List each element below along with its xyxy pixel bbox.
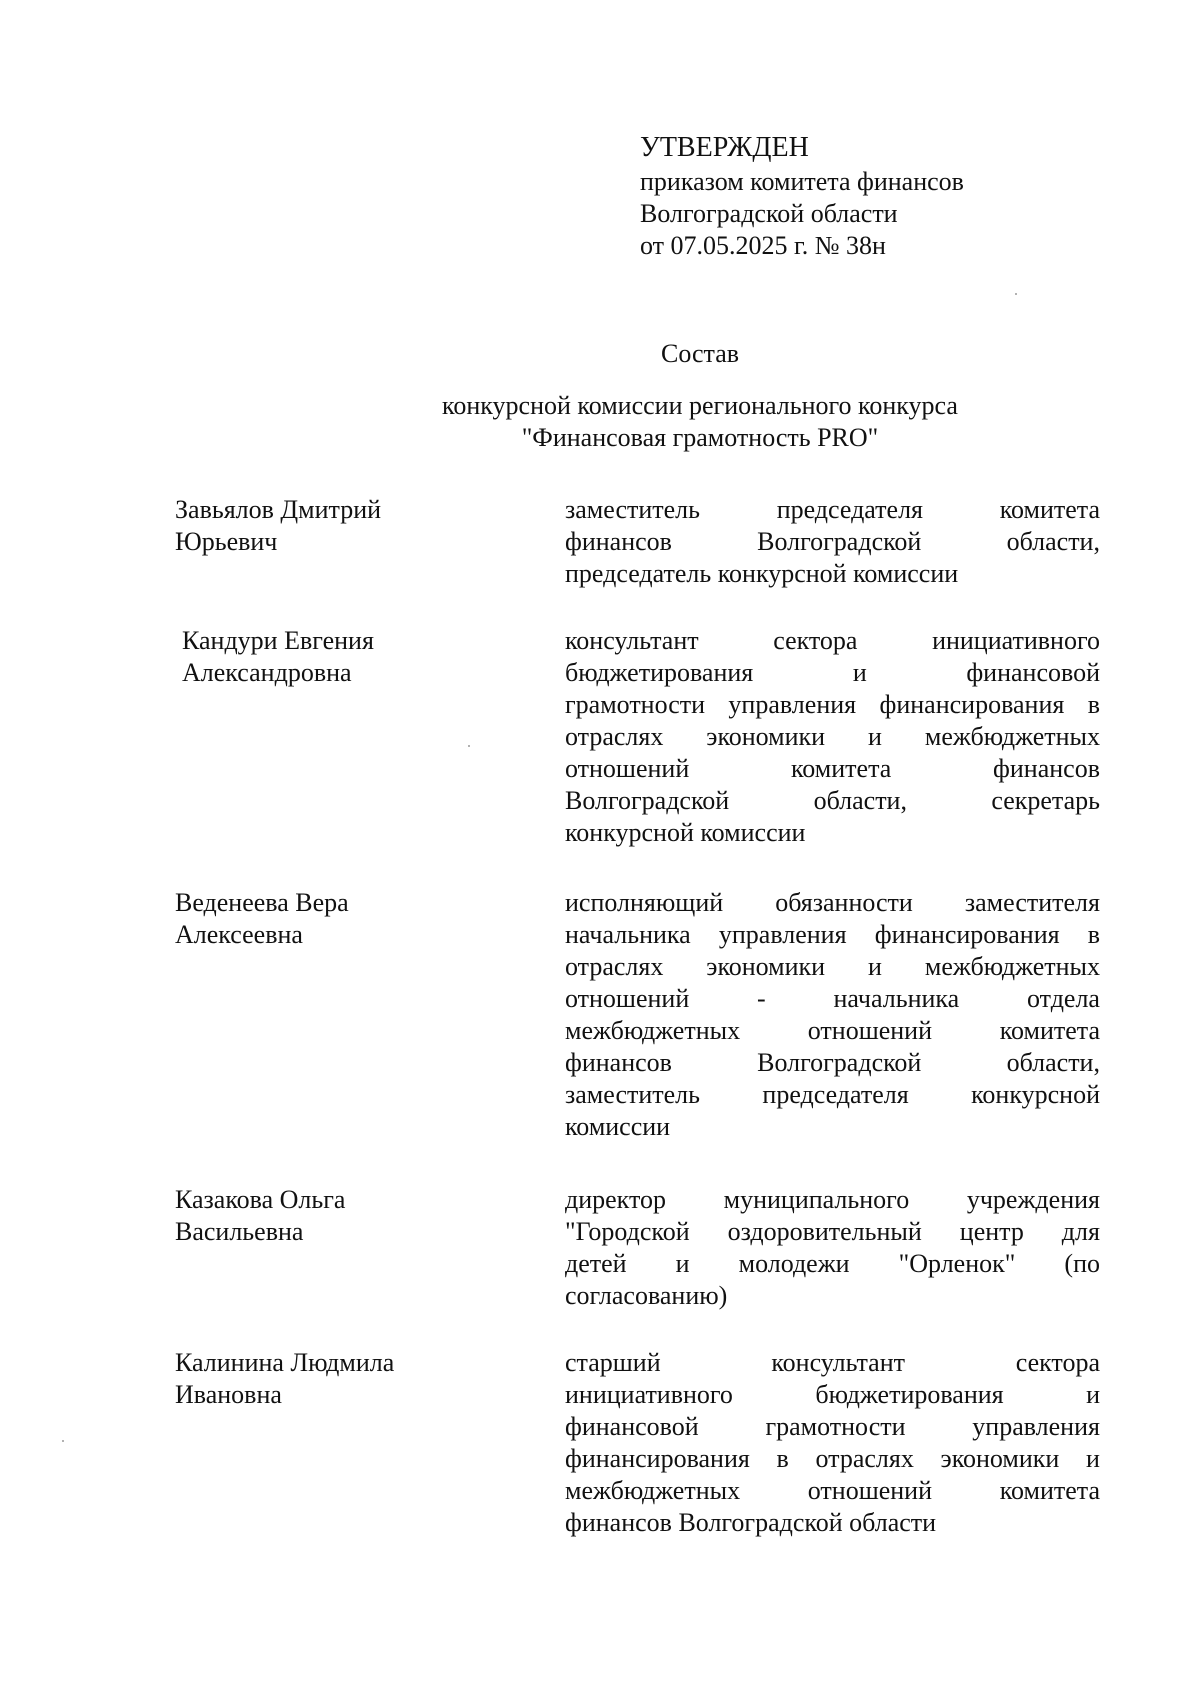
member-role-word: начальника — [833, 984, 960, 1013]
member-role-line — [565, 1216, 1100, 1248]
member-role-word: области, — [1006, 1048, 1100, 1077]
member-role-word: консультант — [565, 626, 699, 655]
member-role-word: экономики — [706, 722, 826, 751]
member-name — [175, 1347, 495, 1411]
member-name-line: Васильевна — [175, 1217, 304, 1246]
member-role-word: управления — [972, 1412, 1100, 1441]
member-role — [565, 494, 1100, 590]
member-role-word: инициативного — [565, 1380, 733, 1409]
scan-speck — [62, 1440, 64, 1442]
member-role-word: заместитель — [565, 495, 701, 524]
member-name-line: Калинина Людмила — [175, 1348, 395, 1377]
member-role — [565, 625, 1100, 849]
member-role-word: финансирования — [879, 690, 1065, 719]
member-role-word: финансов — [565, 1048, 672, 1077]
approval-stamp — [640, 130, 1060, 262]
scan-speck — [468, 745, 470, 747]
member-name — [175, 1184, 495, 1248]
member-role-line — [565, 1079, 1100, 1111]
member-role-word: секретарь — [991, 786, 1100, 815]
member-role-word: финансов — [565, 527, 672, 556]
member-role-word: комиссии — [565, 1112, 671, 1141]
member-role-word: в — [1087, 690, 1100, 719]
member-role-word: центр — [959, 1217, 1024, 1246]
member-role-word: финансовой — [565, 1412, 699, 1441]
member-role-word: - — [757, 984, 766, 1013]
member-role-word: отношений — [807, 1476, 933, 1505]
member-role-word: в — [1087, 920, 1100, 949]
member-role-word: комитета — [999, 495, 1100, 524]
member-role-word: отношений — [565, 754, 690, 783]
member-role-word: и — [1086, 1380, 1100, 1409]
member-role-line — [565, 1507, 1100, 1539]
member-role-word: молодежи — [738, 1249, 850, 1278]
member-role-line — [565, 494, 1100, 526]
member-role-word: финансирования — [874, 920, 1060, 949]
member-role-word: и — [1086, 1444, 1100, 1473]
member-name-line: Юрьевич — [175, 527, 278, 556]
member-role-word: грамотности — [565, 690, 706, 719]
member-role-word: управления — [728, 690, 857, 719]
member-name-line: Казакова Ольга — [175, 1185, 346, 1214]
member-role-word: муниципального — [723, 1185, 910, 1214]
member-role-word: экономики — [940, 1444, 1060, 1473]
member-role-word: оздоровительный — [727, 1217, 922, 1246]
member-role-word: межбюджетных — [565, 1016, 741, 1045]
member-role-word: финансов — [993, 754, 1100, 783]
member-name — [182, 625, 502, 689]
document-subtitle: "Финансовая грамотность PRO" — [521, 423, 879, 452]
member-role-word: конкурсной — [971, 1080, 1100, 1109]
member-role-line — [565, 558, 1100, 590]
member-role-line — [565, 1475, 1100, 1507]
member-role-word: старший — [565, 1348, 661, 1377]
member-role-word: области, — [813, 786, 907, 815]
member-role-word: председателя — [776, 495, 924, 524]
member-role-word: экономики — [706, 952, 826, 981]
member-name — [175, 494, 495, 558]
member-role-line — [565, 1443, 1100, 1475]
member-role-word: финансов Волгоградской области — [565, 1508, 937, 1537]
member-role-word: комитета — [999, 1016, 1100, 1045]
member-role-word: и — [675, 1249, 690, 1278]
member-role-word: председателя — [762, 1080, 909, 1109]
member-role-word: отраслях — [565, 722, 664, 751]
member-role-word: отраслях — [815, 1444, 914, 1473]
member-role-line — [565, 1015, 1100, 1047]
member-role-word: области, — [1006, 527, 1100, 556]
document-subtitle: конкурсной комиссии регионального конкурса — [442, 391, 958, 420]
member-role-word: бюджетирования — [565, 658, 754, 687]
document-title: Состав — [660, 339, 740, 368]
member-name-line: Завьялов Дмитрий — [175, 495, 382, 524]
approval-line: от 07.05.2025 г. № 38н — [640, 231, 886, 260]
member-role-word: межбюджетных — [924, 722, 1100, 751]
member-role-word: учреждения — [966, 1185, 1100, 1214]
member-name-line: Кандури Евгения — [182, 626, 374, 655]
member-role-word: заместитель — [565, 1080, 701, 1109]
approval-title: УТВЕРЖДЕН — [640, 132, 809, 163]
member-role-word: в — [776, 1444, 789, 1473]
member-role-line — [565, 1411, 1100, 1443]
member-role-line — [565, 753, 1100, 785]
member-role-word: и — [852, 658, 867, 687]
member-role-line — [565, 1248, 1100, 1280]
member-role-word: сектора — [1015, 1348, 1100, 1377]
member-role-line — [565, 1280, 1100, 1312]
member-role-word: Волгоградской — [757, 1048, 922, 1077]
member-role-word: консультант — [771, 1348, 905, 1377]
member-role-word: и — [868, 952, 882, 981]
member-role-line — [565, 657, 1100, 689]
member-role-word: грамотности — [765, 1412, 906, 1441]
member-role-line — [565, 1347, 1100, 1379]
member-role — [565, 1347, 1100, 1539]
member-role-line — [565, 817, 1100, 849]
member-role-line — [565, 721, 1100, 753]
member-name-line: Александровна — [182, 658, 352, 687]
member-role-line — [565, 951, 1100, 983]
member-role-word: детей — [565, 1249, 627, 1278]
member-role-word: отдела — [1027, 984, 1100, 1013]
member-role-word: конкурсной комиссии — [565, 818, 806, 847]
member-name-line: Алексеевна — [175, 920, 303, 949]
member-role-word: Волгоградской — [565, 786, 730, 815]
member-role-line — [565, 689, 1100, 721]
member-role-line — [565, 785, 1100, 817]
member-role-line — [565, 1047, 1100, 1079]
member-role-word: Волгоградской — [757, 527, 922, 556]
member-role-word: сектора — [773, 626, 858, 655]
member-role-word: и — [868, 722, 882, 751]
member-role-word: бюджетирования — [815, 1380, 1004, 1409]
member-role-word: "Орленок" — [898, 1249, 1016, 1278]
member-role-line — [565, 1379, 1100, 1411]
member-role-word: отношений — [807, 1016, 933, 1045]
member-name — [175, 887, 495, 951]
member-role-word: согласованию) — [565, 1281, 728, 1310]
member-role-word: управления — [718, 920, 847, 949]
member-role-word: межбюджетных — [565, 1476, 741, 1505]
member-role-line — [565, 526, 1100, 558]
member-role-line — [565, 1184, 1100, 1216]
member-name-line: Веденеева Вера — [175, 888, 349, 917]
member-role-line — [565, 983, 1100, 1015]
member-role-word: финансирования — [565, 1444, 750, 1473]
member-role-word: начальника — [565, 920, 691, 949]
member-role-line — [565, 625, 1100, 657]
member-role-word: директор — [565, 1185, 666, 1214]
member-role-line — [565, 1111, 1100, 1143]
member-role — [565, 887, 1100, 1143]
member-role-word: исполняющий — [565, 888, 724, 917]
member-role-word: межбюджетных — [924, 952, 1100, 981]
member-role-word: обязанности — [775, 888, 913, 917]
member-role-word: (по — [1064, 1249, 1100, 1278]
member-role-line — [565, 919, 1100, 951]
member-role — [565, 1184, 1100, 1312]
member-role-word: для — [1061, 1217, 1100, 1246]
member-role-line — [565, 887, 1100, 919]
member-role-word: инициативного — [932, 626, 1100, 655]
member-role-word: отраслях — [565, 952, 664, 981]
member-role-word: финансовой — [966, 658, 1100, 687]
member-role-word: председатель конкурсной комиссии — [565, 559, 959, 588]
approval-line: Волгоградской области — [640, 199, 898, 228]
member-role-word: "Городской — [565, 1217, 690, 1246]
approval-line: приказом комитета финансов — [640, 167, 964, 196]
member-role-word: отношений — [565, 984, 690, 1013]
member-name-line: Ивановна — [175, 1380, 282, 1409]
member-role-word: заместителя — [964, 888, 1100, 917]
member-role-word: комитета — [790, 754, 892, 783]
scan-speck — [1015, 293, 1017, 295]
member-role-word: комитета — [999, 1476, 1100, 1505]
